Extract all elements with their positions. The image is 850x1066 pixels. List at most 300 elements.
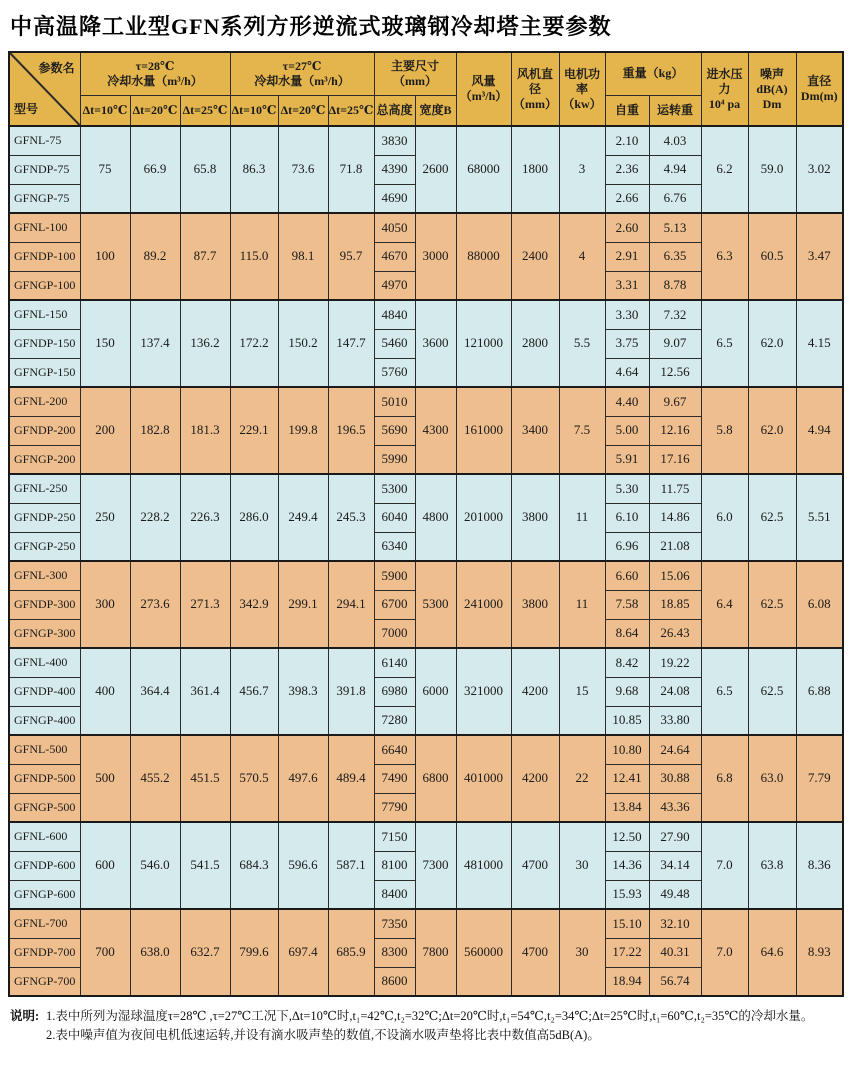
flow-dt10-tau27-cell: 229.1 (230, 387, 278, 474)
flow-dt25-tau28-cell: 632.7 (180, 909, 230, 996)
self-weight-cell: 6.96 (605, 532, 649, 561)
self-weight-cell: 2.66 (605, 184, 649, 213)
total-height-cell: 6140 (374, 648, 415, 677)
self-weight-cell: 2.60 (605, 213, 649, 242)
running-weight-cell: 12.56 (649, 358, 701, 387)
model-cell: GFNDP-75 (9, 155, 80, 184)
sub-header-dt20-tau28: Δt=20℃ (130, 95, 180, 126)
total-height-cell: 4670 (374, 242, 415, 271)
motor-power-cell: 15 (559, 648, 605, 735)
self-weight-cell: 14.36 (605, 851, 649, 880)
running-weight-cell: 24.08 (649, 677, 701, 706)
flow-dt20-tau28-cell: 182.8 (130, 387, 180, 474)
flow-dt10-tau27-cell: 570.5 (230, 735, 278, 822)
running-weight-cell: 9.07 (649, 329, 701, 358)
flow-dt10-tau27-cell: 286.0 (230, 474, 278, 561)
col-header-main-dimensions: 主要尺寸（mm） (374, 52, 456, 95)
total-height-cell: 8300 (374, 938, 415, 967)
flow-dt20-tau28-cell: 273.6 (130, 561, 180, 648)
self-weight-cell: 10.85 (605, 706, 649, 735)
width-b-cell: 3600 (415, 300, 456, 387)
sub-header-dt20-tau27: Δt=20℃ (278, 95, 328, 126)
flow-dt20-tau27-cell: 596.6 (278, 822, 328, 909)
self-weight-cell: 3.75 (605, 329, 649, 358)
water-pressure-cell: 6.4 (701, 561, 748, 648)
table-row (9, 474, 843, 503)
running-weight-cell: 7.32 (649, 300, 701, 329)
col-header-fan-diameter (511, 52, 559, 126)
note-1: 1.表中所列为湿球温度τ=28℃ ,τ=27℃工况下,Δt=10℃时,t₁=42℃,t₂=32℃;Δt=20℃时,t₁=54℃,t₂=34℃;Δt=25℃时,t₁=60℃,t₂=35℃的冷却水量。 (46, 1009, 814, 1023)
flow-dt20-tau27-cell: 98.1 (278, 213, 328, 300)
nominal-flow-cell: 75 (80, 126, 130, 213)
nominal-flow-cell: 300 (80, 561, 130, 648)
self-weight-cell: 17.22 (605, 938, 649, 967)
diameter-cell: 6.08 (796, 561, 843, 648)
water-pressure-cell: 5.8 (701, 387, 748, 474)
running-weight-cell: 27.90 (649, 822, 701, 851)
col-header-tau28-line2: 冷却水量（m³/h） (107, 73, 203, 88)
flow-dt20-tau28-cell: 546.0 (130, 822, 180, 909)
diameter-cell: 4.94 (796, 387, 843, 474)
note-2: 2.表中噪声值为夜间电机低速运转,并设有滴水吸声垫的数值,不设滴水吸声垫将比表中数值高5dB(A)。 (46, 1028, 600, 1043)
air-volume-cell: 401000 (456, 735, 511, 822)
flow-dt10-tau27-cell: 342.9 (230, 561, 278, 648)
running-weight-cell: 12.16 (649, 416, 701, 445)
col-header-motor-line2: （kw） (562, 96, 602, 111)
total-height-cell: 7490 (374, 764, 415, 793)
width-b-cell: 6800 (415, 735, 456, 822)
model-cell: GFNGP-600 (9, 880, 80, 909)
col-header-tau28-line1: τ=28℃ (135, 58, 175, 73)
self-weight-cell: 7.58 (605, 590, 649, 619)
notes-label: 说明: (10, 1009, 40, 1023)
diameter-cell: 5.51 (796, 474, 843, 561)
running-weight-cell: 14.86 (649, 503, 701, 532)
col-header-air-volume (456, 52, 511, 126)
model-cell: GFNDP-600 (9, 851, 80, 880)
diameter-cell: 3.02 (796, 126, 843, 213)
flow-dt20-tau27-cell: 299.1 (278, 561, 328, 648)
table-row (9, 126, 843, 155)
self-weight-cell: 8.64 (605, 619, 649, 648)
model-cell: GFNGP-700 (9, 967, 80, 996)
col-header-pressure-line1: 进水压力 (706, 66, 743, 96)
model-cell: GFNDP-300 (9, 590, 80, 619)
model-cell: GFNGP-400 (9, 706, 80, 735)
diameter-cell: 4.15 (796, 300, 843, 387)
total-height-cell: 5300 (374, 474, 415, 503)
model-cell: GFNL-200 (9, 387, 80, 416)
table-header (9, 52, 843, 126)
flow-dt20-tau27-cell: 199.8 (278, 387, 328, 474)
flow-dt20-tau27-cell: 249.4 (278, 474, 328, 561)
nominal-flow-cell: 100 (80, 213, 130, 300)
air-volume-cell: 241000 (456, 561, 511, 648)
flow-dt25-tau28-cell: 271.3 (180, 561, 230, 648)
noise-cell: 62.0 (748, 300, 796, 387)
flow-dt25-tau28-cell: 451.5 (180, 735, 230, 822)
flow-dt10-tau27-cell: 115.0 (230, 213, 278, 300)
noise-cell: 62.0 (748, 387, 796, 474)
model-cell: GFNDP-250 (9, 503, 80, 532)
width-b-cell: 7800 (415, 909, 456, 996)
self-weight-cell: 15.10 (605, 909, 649, 938)
flow-dt25-tau27-cell: 294.1 (328, 561, 374, 648)
fan-diameter-cell: 3400 (511, 387, 559, 474)
col-header-diameter-line2: Dm(m) (800, 89, 838, 103)
total-height-cell: 8400 (374, 880, 415, 909)
width-b-cell: 2600 (415, 126, 456, 213)
model-cell: GFNGP-200 (9, 445, 80, 474)
running-weight-cell: 4.03 (649, 126, 701, 155)
flow-dt10-tau27-cell: 684.3 (230, 822, 278, 909)
flow-dt20-tau28-cell: 638.0 (130, 909, 180, 996)
motor-power-cell: 7.5 (559, 387, 605, 474)
model-cell: GFNL-150 (9, 300, 80, 329)
col-header-fan-line2: （mm） (513, 96, 557, 111)
water-pressure-cell: 7.0 (701, 822, 748, 909)
table-row (9, 909, 843, 938)
flow-dt25-tau27-cell: 587.1 (328, 822, 374, 909)
self-weight-cell: 4.40 (605, 387, 649, 416)
self-weight-cell: 18.94 (605, 967, 649, 996)
model-cell: GFNGP-75 (9, 184, 80, 213)
running-weight-cell: 33.80 (649, 706, 701, 735)
model-cell: GFNDP-100 (9, 242, 80, 271)
running-weight-cell: 8.78 (649, 271, 701, 300)
nominal-flow-cell: 700 (80, 909, 130, 996)
corner-label-model: 型号 (14, 102, 39, 116)
table-row (9, 648, 843, 677)
total-height-cell: 3830 (374, 126, 415, 155)
motor-power-cell: 11 (559, 561, 605, 648)
motor-power-cell: 3 (559, 126, 605, 213)
self-weight-cell: 2.10 (605, 126, 649, 155)
sub-header-self-weight: 自重 (605, 95, 649, 126)
flow-dt20-tau27-cell: 73.6 (278, 126, 328, 213)
water-pressure-cell: 6.2 (701, 126, 748, 213)
model-cell: GFNL-600 (9, 822, 80, 851)
flow-dt25-tau28-cell: 181.3 (180, 387, 230, 474)
total-height-cell: 5690 (374, 416, 415, 445)
self-weight-cell: 8.42 (605, 648, 649, 677)
diameter-cell: 3.47 (796, 213, 843, 300)
noise-cell: 59.0 (748, 126, 796, 213)
diameter-cell: 6.88 (796, 648, 843, 735)
flow-dt10-tau27-cell: 172.2 (230, 300, 278, 387)
total-height-cell: 4390 (374, 155, 415, 184)
model-cell: GFNDP-400 (9, 677, 80, 706)
water-pressure-cell: 6.0 (701, 474, 748, 561)
self-weight-cell: 5.30 (605, 474, 649, 503)
water-pressure-cell: 7.0 (701, 909, 748, 996)
flow-dt20-tau28-cell: 66.9 (130, 126, 180, 213)
water-pressure-cell: 6.8 (701, 735, 748, 822)
total-height-cell: 7150 (374, 822, 415, 851)
air-volume-cell: 88000 (456, 213, 511, 300)
total-height-cell: 7790 (374, 793, 415, 822)
diameter-cell: 8.93 (796, 909, 843, 996)
col-header-motor-line1: 电机功率 (563, 66, 600, 96)
self-weight-cell: 12.50 (605, 822, 649, 851)
air-volume-cell: 201000 (456, 474, 511, 561)
running-weight-cell: 19.22 (649, 648, 701, 677)
col-header-pressure-line2: 10⁴ pa (708, 96, 741, 111)
self-weight-cell: 2.91 (605, 242, 649, 271)
running-weight-cell: 56.74 (649, 967, 701, 996)
col-header-air-line1: 风量 (471, 74, 496, 88)
flow-dt10-tau27-cell: 799.6 (230, 909, 278, 996)
page-title: 中高温降工业型GFN系列方形逆流式玻璃钢冷却塔主要参数 (10, 14, 612, 39)
model-cell: GFNL-300 (9, 561, 80, 590)
col-header-noise-line1: 噪声 (759, 66, 784, 81)
running-weight-cell: 26.43 (649, 619, 701, 648)
total-height-cell: 8100 (374, 851, 415, 880)
flow-dt20-tau28-cell: 364.4 (130, 648, 180, 735)
width-b-cell: 4800 (415, 474, 456, 561)
flow-dt25-tau27-cell: 245.3 (328, 474, 374, 561)
noise-cell: 62.5 (748, 648, 796, 735)
running-weight-cell: 49.48 (649, 880, 701, 909)
running-weight-cell: 21.08 (649, 532, 701, 561)
flow-dt20-tau28-cell: 89.2 (130, 213, 180, 300)
self-weight-cell: 10.80 (605, 735, 649, 764)
fan-diameter-cell: 1800 (511, 126, 559, 213)
motor-power-cell: 5.5 (559, 300, 605, 387)
col-header-tau28 (80, 52, 230, 95)
sub-header-dt25-tau28: Δt=25℃ (180, 95, 230, 126)
air-volume-cell: 321000 (456, 648, 511, 735)
running-weight-cell: 30.88 (649, 764, 701, 793)
total-height-cell: 5760 (374, 358, 415, 387)
flow-dt20-tau27-cell: 150.2 (278, 300, 328, 387)
model-cell: GFNL-250 (9, 474, 80, 503)
col-header-diameter-line1: 直径 (807, 74, 832, 88)
col-header-motor-power (559, 52, 605, 126)
fan-diameter-cell: 4200 (511, 648, 559, 735)
fan-diameter-cell: 4700 (511, 909, 559, 996)
col-header-tau27-line2: 冷却水量（m³/h） (254, 73, 350, 88)
self-weight-cell: 3.31 (605, 271, 649, 300)
flow-dt20-tau27-cell: 497.6 (278, 735, 328, 822)
nominal-flow-cell: 500 (80, 735, 130, 822)
table-row (9, 735, 843, 764)
running-weight-cell: 9.67 (649, 387, 701, 416)
motor-power-cell: 30 (559, 909, 605, 996)
nominal-flow-cell: 150 (80, 300, 130, 387)
col-header-diameter (796, 52, 843, 126)
flow-dt25-tau27-cell: 489.4 (328, 735, 374, 822)
self-weight-cell: 4.64 (605, 358, 649, 387)
air-volume-cell: 161000 (456, 387, 511, 474)
motor-power-cell: 22 (559, 735, 605, 822)
nominal-flow-cell: 200 (80, 387, 130, 474)
water-pressure-cell: 6.3 (701, 213, 748, 300)
sub-header-dt10-tau27: Δt=10℃ (230, 95, 278, 126)
total-height-cell: 5010 (374, 387, 415, 416)
fan-diameter-cell: 4700 (511, 822, 559, 909)
model-cell: GFNL-500 (9, 735, 80, 764)
total-height-cell: 6640 (374, 735, 415, 764)
model-cell: GFNL-700 (9, 909, 80, 938)
running-weight-cell: 18.85 (649, 590, 701, 619)
width-b-cell: 7300 (415, 822, 456, 909)
running-weight-cell: 24.64 (649, 735, 701, 764)
sub-header-dt25-tau27: Δt=25℃ (328, 95, 374, 126)
corner-label-parameter: 参数名 (38, 61, 75, 75)
motor-power-cell: 30 (559, 822, 605, 909)
air-volume-cell: 68000 (456, 126, 511, 213)
fan-diameter-cell: 4200 (511, 735, 559, 822)
total-height-cell: 6980 (374, 677, 415, 706)
self-weight-cell: 12.41 (605, 764, 649, 793)
total-height-cell: 5900 (374, 561, 415, 590)
model-cell: GFNGP-500 (9, 793, 80, 822)
col-header-weight: 重量（kg） (605, 52, 701, 95)
fan-diameter-cell: 3800 (511, 474, 559, 561)
col-header-water-pressure (701, 52, 748, 126)
air-volume-cell: 481000 (456, 822, 511, 909)
flow-dt20-tau28-cell: 137.4 (130, 300, 180, 387)
motor-power-cell: 11 (559, 474, 605, 561)
self-weight-cell: 5.00 (605, 416, 649, 445)
sub-header-running-weight: 运转重 (649, 95, 701, 126)
running-weight-cell: 6.35 (649, 242, 701, 271)
running-weight-cell: 5.13 (649, 213, 701, 242)
nominal-flow-cell: 250 (80, 474, 130, 561)
nominal-flow-cell: 600 (80, 822, 130, 909)
self-weight-cell: 13.84 (605, 793, 649, 822)
self-weight-cell: 5.91 (605, 445, 649, 474)
table-row (9, 822, 843, 851)
model-cell: GFNGP-250 (9, 532, 80, 561)
total-height-cell: 7350 (374, 909, 415, 938)
notes (10, 1007, 848, 1046)
self-weight-cell: 2.36 (605, 155, 649, 184)
table-body (9, 126, 843, 996)
sub-header-width-b: 宽度B (415, 95, 456, 126)
flow-dt25-tau27-cell: 95.7 (328, 213, 374, 300)
running-weight-cell: 17.16 (649, 445, 701, 474)
flow-dt25-tau28-cell: 87.7 (180, 213, 230, 300)
noise-cell: 64.6 (748, 909, 796, 996)
col-header-fan-line1: 风机直径 (516, 66, 553, 96)
flow-dt20-tau28-cell: 228.2 (130, 474, 180, 561)
running-weight-cell: 4.94 (649, 155, 701, 184)
fan-diameter-cell: 3800 (511, 561, 559, 648)
running-weight-cell: 34.14 (649, 851, 701, 880)
motor-power-cell: 4 (559, 213, 605, 300)
flow-dt25-tau28-cell: 361.4 (180, 648, 230, 735)
width-b-cell: 6000 (415, 648, 456, 735)
total-height-cell: 6040 (374, 503, 415, 532)
total-height-cell: 5990 (374, 445, 415, 474)
total-height-cell: 5460 (374, 329, 415, 358)
model-cell: GFNL-75 (9, 126, 80, 155)
total-height-cell: 4690 (374, 184, 415, 213)
model-cell: GFNGP-300 (9, 619, 80, 648)
running-weight-cell: 43.36 (649, 793, 701, 822)
nominal-flow-cell: 400 (80, 648, 130, 735)
total-height-cell: 4970 (374, 271, 415, 300)
noise-cell: 62.5 (748, 474, 796, 561)
model-cell: GFNL-100 (9, 213, 80, 242)
self-weight-cell: 9.68 (605, 677, 649, 706)
diameter-cell: 8.36 (796, 822, 843, 909)
model-cell: GFNGP-150 (9, 358, 80, 387)
flow-dt25-tau28-cell: 541.5 (180, 822, 230, 909)
flow-dt25-tau27-cell: 196.5 (328, 387, 374, 474)
self-weight-cell: 6.10 (605, 503, 649, 532)
table-row (9, 387, 843, 416)
width-b-cell: 4300 (415, 387, 456, 474)
noise-cell: 63.0 (748, 735, 796, 822)
flow-dt25-tau27-cell: 147.7 (328, 300, 374, 387)
flow-dt10-tau27-cell: 86.3 (230, 126, 278, 213)
table-row (9, 213, 843, 242)
running-weight-cell: 40.31 (649, 938, 701, 967)
col-header-tau27-line1: τ=27℃ (282, 58, 322, 73)
fan-diameter-cell: 2400 (511, 213, 559, 300)
flow-dt25-tau27-cell: 391.8 (328, 648, 374, 735)
total-height-cell: 7000 (374, 619, 415, 648)
diameter-cell: 7.79 (796, 735, 843, 822)
total-height-cell: 6340 (374, 532, 415, 561)
flow-dt25-tau27-cell: 685.9 (328, 909, 374, 996)
parameters-table (8, 51, 844, 997)
noise-cell: 60.5 (748, 213, 796, 300)
width-b-cell: 3000 (415, 213, 456, 300)
total-height-cell: 7280 (374, 706, 415, 735)
model-cell: GFNGP-100 (9, 271, 80, 300)
running-weight-cell: 15.06 (649, 561, 701, 590)
water-pressure-cell: 6.5 (701, 648, 748, 735)
running-weight-cell: 6.76 (649, 184, 701, 213)
model-cell: GFNDP-150 (9, 329, 80, 358)
self-weight-cell: 3.30 (605, 300, 649, 329)
flow-dt20-tau27-cell: 697.4 (278, 909, 328, 996)
flow-dt25-tau27-cell: 71.8 (328, 126, 374, 213)
noise-cell: 62.5 (748, 561, 796, 648)
table-row (9, 561, 843, 590)
corner-cell (9, 52, 80, 126)
fan-diameter-cell: 2800 (511, 300, 559, 387)
running-weight-cell: 32.10 (649, 909, 701, 938)
col-header-noise (748, 52, 796, 126)
col-header-noise-line2: dB(A) Dm (756, 81, 788, 111)
self-weight-cell: 6.60 (605, 561, 649, 590)
width-b-cell: 5300 (415, 561, 456, 648)
col-header-air-line2: （m³/h） (459, 89, 508, 103)
flow-dt20-tau27-cell: 398.3 (278, 648, 328, 735)
total-height-cell: 4840 (374, 300, 415, 329)
flow-dt25-tau28-cell: 226.3 (180, 474, 230, 561)
flow-dt25-tau28-cell: 65.8 (180, 126, 230, 213)
model-cell: GFNDP-700 (9, 938, 80, 967)
model-cell: GFNDP-500 (9, 764, 80, 793)
air-volume-cell: 560000 (456, 909, 511, 996)
noise-cell: 63.8 (748, 822, 796, 909)
air-volume-cell: 121000 (456, 300, 511, 387)
sub-header-dt10-tau28: Δt=10℃ (80, 95, 130, 126)
table-row (9, 300, 843, 329)
model-cell: GFNDP-200 (9, 416, 80, 445)
col-header-tau27 (230, 52, 374, 95)
sub-header-total-height: 总高度 (374, 95, 415, 126)
model-cell: GFNL-400 (9, 648, 80, 677)
self-weight-cell: 15.93 (605, 880, 649, 909)
flow-dt25-tau28-cell: 136.2 (180, 300, 230, 387)
